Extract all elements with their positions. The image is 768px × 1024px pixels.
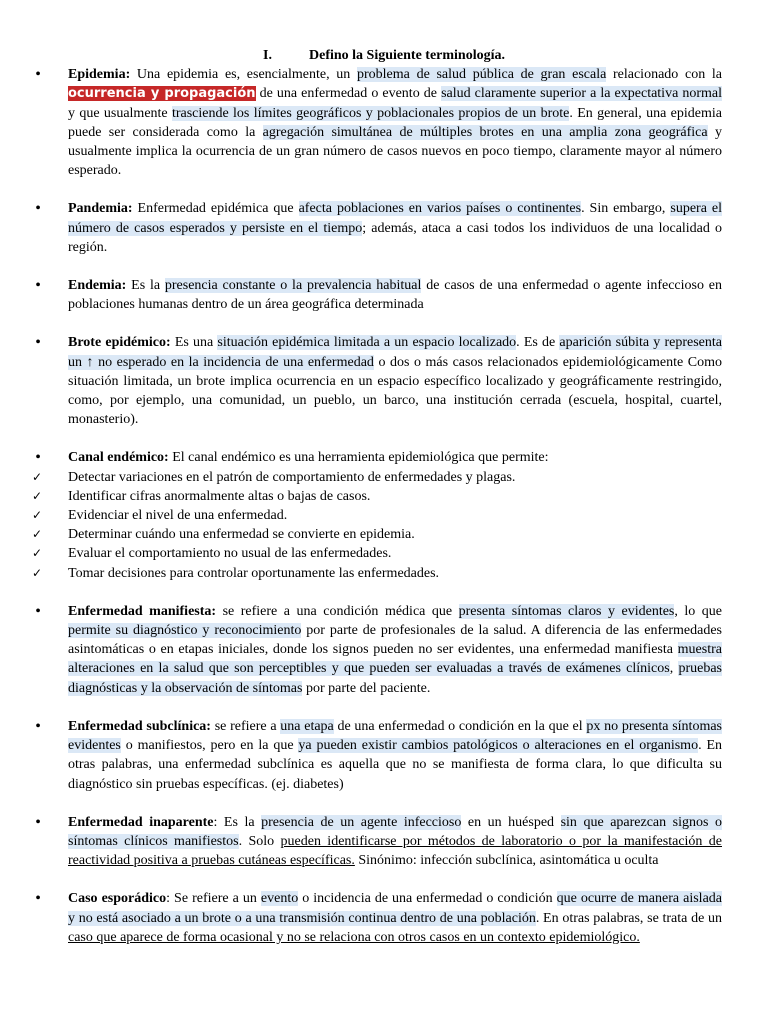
definition-text: . En otras palabras, una enfermedad subclínica es aquella que no se manifiesta de forma clara, lo que dificulta su diagnóstico sin pruebas específicas. (ej. diabetes) [68, 738, 722, 792]
definition-text: relacionado con la [606, 67, 722, 83]
bullet-icon: • [35, 200, 41, 218]
definition-text: se refiere a una condición médica que [216, 603, 459, 619]
highlighted-text: salud claramente superior a la expectativa normal [441, 86, 723, 102]
highlighted-text: problema de salud pública de gran escala [357, 67, 607, 83]
highlighted-text: aparición súbita y representa un ↑ no esperado en la incidencia de una enfermedad [68, 335, 722, 370]
definition-text: por parte de profesionales de la salud. A diferencia de las enfermedades asintomáticas o en etapas iniciales, donde los signos pueden no ser evidentes, una enfermedad manifiesta [68, 623, 723, 658]
definition-text: . Solo [238, 833, 281, 849]
definition-text: . En otras palabras, se trata de un [535, 910, 723, 926]
definition-text: Enfermedad epidémica que [132, 201, 299, 217]
definition-term: Canal endémico: [68, 450, 169, 466]
definition-text: Una epidemia es, esencialmente, un [130, 67, 357, 83]
definition-text: en un huésped [461, 814, 561, 830]
definition-text: y que usualmente [68, 105, 172, 121]
highlighted-text: pruebas diagnósticas y la observación de síntomas [68, 661, 722, 696]
definition-term: Brote epidémico: [68, 335, 171, 351]
definition-text: de casos de una enfermedad o agente infeccioso en poblaciones humanas dentro de un área geográfica determinada [68, 278, 723, 313]
definition-term: Enfermedad subclínica: [68, 718, 211, 734]
definition-item [35, 65, 723, 180]
highlighted-text: presenta síntomas claros y evidentes [458, 603, 675, 619]
section-title [46, 46, 722, 65]
bullet-icon: • [35, 66, 41, 84]
definition-text: de una enfermedad o evento de [255, 86, 442, 102]
definition-item [32, 448, 722, 582]
checkmark-icon: ✓ [32, 527, 43, 542]
definition-text: Es la [126, 278, 165, 294]
definition-item [35, 813, 722, 871]
checklist-item-text: Evaluar el comportamiento no usual de las enfermedades. [68, 546, 392, 562]
checklist-item-text: Identificar cifras anormalmente altas o bajas de casos. [68, 488, 371, 504]
highlighted-text: presencia de un agente infeccioso [261, 814, 462, 830]
definition-term: Enfermedad manifiesta: [68, 603, 217, 619]
checkmark-icon: ✓ [32, 565, 43, 580]
highlighted-text: afecta poblaciones en varios países o continentes [298, 201, 582, 217]
highlighted-text: presencia constante o la prevalencia habitual [164, 278, 422, 294]
definition-term: Caso esporádico [68, 891, 167, 907]
section-title-text: Defino la Siguiente terminología. [309, 48, 505, 63]
definition-text: El canal endémico es una herramienta epidemiológica que permite: [168, 450, 549, 466]
definition-text: y usualmente implica la ocurrencia de un gran número de casos nuevos en poco tiempo, claramente mayor al número esperado. [68, 124, 722, 179]
definition-text: , lo que [674, 603, 723, 619]
highlighted-text: muestra alteraciones en la salud que son perceptibles y que pueden ser evaluadas a través de exámenes clínicos [68, 642, 722, 677]
definition-term: Pandemia: [68, 201, 133, 217]
definition-text: : Es la [213, 814, 262, 830]
definition-text: o manifiestos, pero en la que [120, 738, 299, 754]
bullet-icon: • [35, 449, 41, 467]
definition-text: : Se refiere a un [166, 891, 261, 907]
bullet-icon: • [35, 717, 41, 735]
highlighted-text: sin que aparezcan signos o síntomas clínicos manifiestos [68, 814, 722, 849]
definition-text: ; además, ataca a casi todos los individuos de una localidad o región. [68, 220, 723, 255]
highlighted-text: que ocurre de manera aislada y no está asociado a un brote o a una transmisión continua dentro de una población [68, 891, 722, 926]
checkmark-icon: ✓ [32, 469, 43, 484]
definition-text: de una enfermedad o condición en la que el [333, 718, 587, 734]
checklist-item [32, 564, 722, 583]
checklist-item [32, 487, 722, 506]
definitions-list [32, 65, 723, 947]
checklist-item-text: Detectar variaciones en el patrón de comportamiento de enfermedades y plagas. [68, 469, 516, 485]
highlighted-text: una etapa [280, 718, 334, 734]
checklist-item [32, 506, 722, 525]
highlighted-text: supera el número de casos esperados y persiste en el tiempo [68, 201, 722, 236]
checklist-item-text: Evidenciar el nivel de una enfermedad. [68, 508, 288, 524]
highlighted-text: px no presenta síntomas evidentes [68, 718, 722, 754]
checklist-item [32, 544, 722, 563]
definition-item [35, 889, 723, 947]
definition-item [35, 717, 722, 794]
bullet-icon: • [35, 813, 41, 831]
section-number: I. [263, 48, 272, 63]
definition-text: o dos o más casos relacionados epidemiológicamente Como situación limitada, un brote implica ocurrencia en un espacio específico localizado y geográficamente restringido, como, por ejemplo, una comunidad, un pueblo, un barco, una institución cerrada (escuela, hospital, cuartel, monasterio). [68, 354, 722, 428]
definition-text: por parte del paciente. [302, 680, 431, 696]
highlighted-text: ya pueden existir cambios patológicos o alteraciones en el organismo [298, 738, 699, 754]
checklist-item [32, 525, 722, 544]
highlighted-text: agregación simultánea de múltiples brotes en una amplia zona geográfica [262, 124, 708, 140]
definition-text: se refiere a [210, 718, 281, 734]
checkmark-icon: ✓ [32, 488, 43, 503]
definition-text: Sinónimo: infección subclínica, asintomática u oculta [354, 853, 659, 869]
definition-term: Enfermedad inaparente [68, 814, 214, 830]
bullet-icon: • [35, 277, 41, 295]
definition-text: o incidencia de una enfermedad o condición [298, 891, 557, 907]
underlined-text: pueden identificarse por métodos de laboratorio o por la manifestación de reactividad positiva a pruebas cutáneas específicas. [68, 833, 722, 869]
definition-item [35, 199, 723, 257]
checkmark-icon: ✓ [32, 546, 43, 561]
checklist-item-text: Tomar decisiones para controlar oportunamente las enfermedades. [68, 565, 440, 581]
bullet-icon: • [35, 890, 41, 908]
definition-item [35, 276, 723, 314]
definition-term: Epidemia: [68, 67, 131, 83]
definition-text: Es una [170, 335, 218, 351]
definition-text: . Sin embargo, [581, 201, 671, 217]
checkmark-icon: ✓ [32, 508, 43, 523]
definition-text: , [669, 661, 679, 677]
bullet-icon: • [35, 602, 41, 620]
checklist-item [32, 468, 722, 487]
bullet-icon: • [35, 334, 41, 352]
highlighted-text: evento [260, 891, 299, 907]
definition-item [35, 333, 722, 429]
highlighted-text: trasciende los límites geográficos y poblacionales propios de un brote [171, 105, 570, 121]
definition-text: . Es de [516, 335, 560, 351]
definition-text: . En general, una epidemia puede ser considerada como la [68, 105, 722, 140]
red-highlighted-text: ocurrencia y propagación [68, 86, 256, 102]
definition-item [35, 602, 723, 698]
underlined-text: caso que aparece de forma ocasional y no se relaciona con otros casos en un contexto epidemiológico. [68, 929, 640, 945]
checklist [32, 468, 722, 583]
checklist-item-text: Determinar cuándo una enfermedad se convierte en epidemia. [68, 527, 415, 543]
highlighted-text: situación epidémica limitada a un espacio localizado [217, 335, 517, 351]
definition-term: Endemia: [68, 278, 127, 294]
highlighted-text: permite su diagnóstico y reconocimiento [68, 623, 302, 639]
